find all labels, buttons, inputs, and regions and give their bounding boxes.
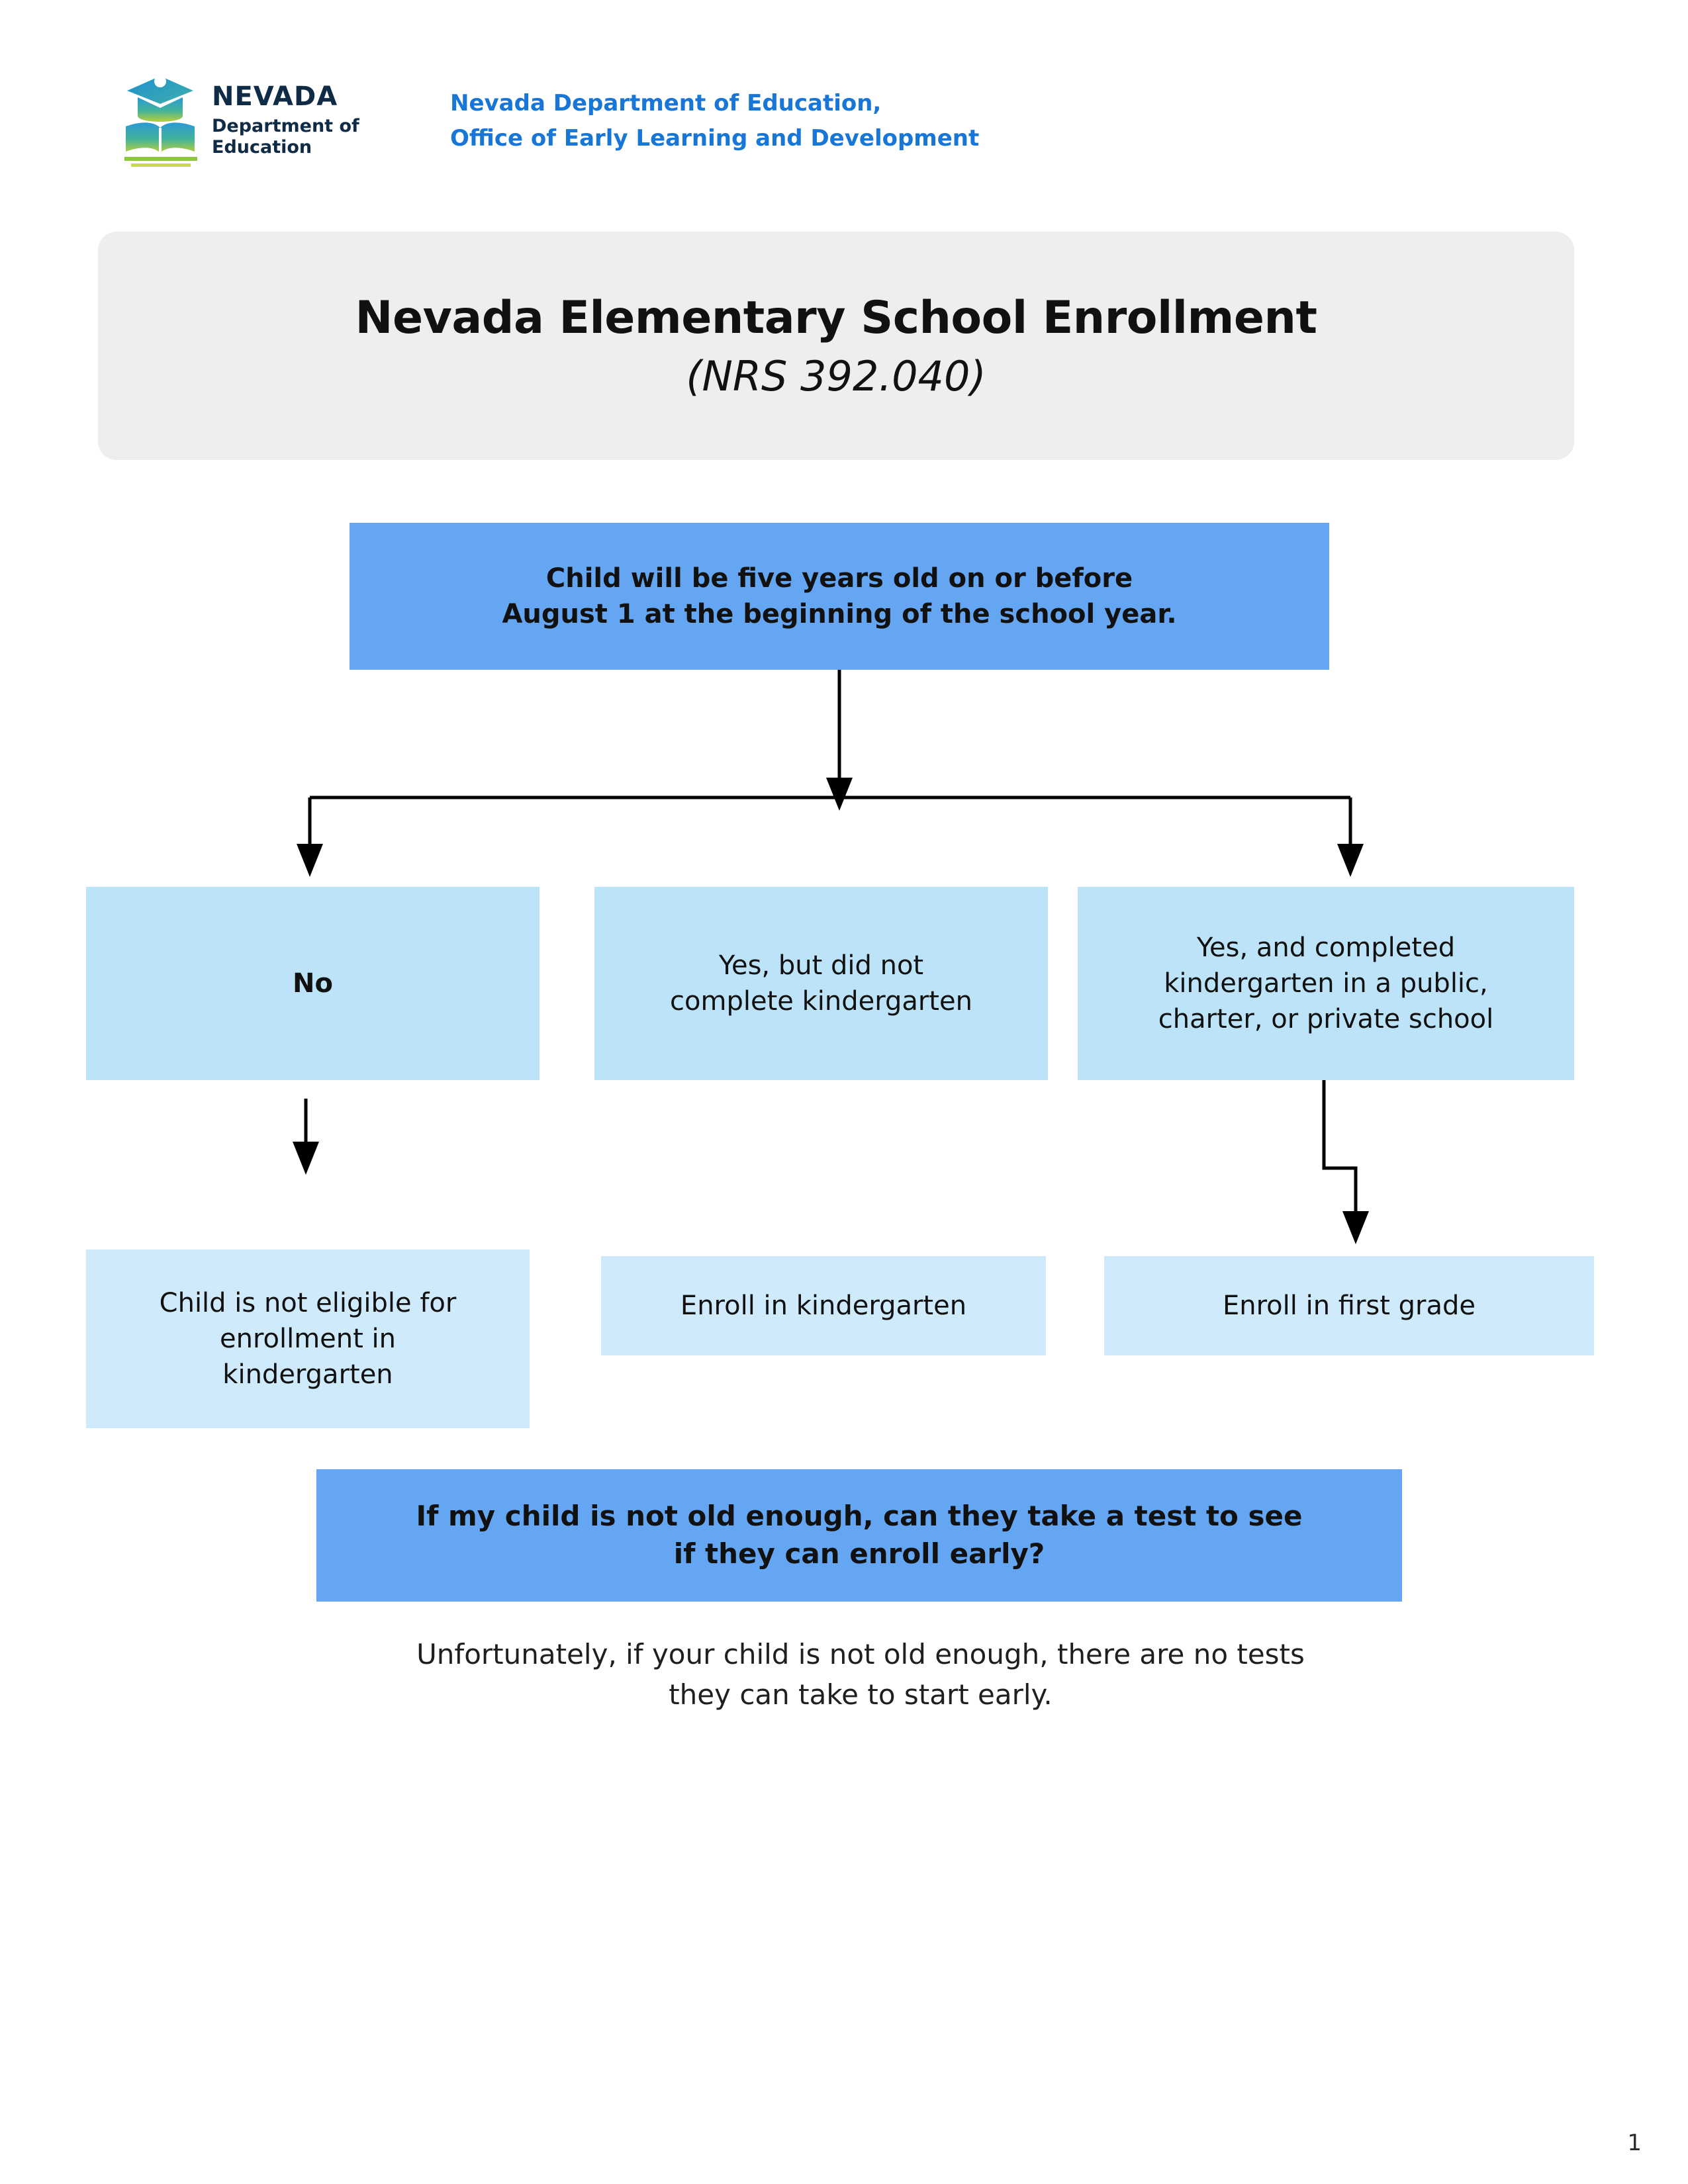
svg-text:Department of: Department of <box>212 116 359 136</box>
arrow-yes-completed-to-first-grade <box>1324 1080 1356 1231</box>
flow-box-question-early-enrollment <box>316 1469 1402 1602</box>
page-header <box>119 63 979 179</box>
page-number: 1 <box>1627 2130 1642 2156</box>
page-title: Nevada Elementary School Enrollment <box>355 291 1317 344</box>
nevada-department-of-education-logo <box>119 63 397 179</box>
flow-box-result-enroll-first-grade <box>1104 1256 1594 1355</box>
flow-box-option-yes-not-complete-line1: Yes, but did not <box>718 950 924 981</box>
flow-box-option-yes-not-complete <box>594 887 1048 1080</box>
title-panel <box>98 232 1574 460</box>
flow-box-result-not-eligible-line3: kindergarten <box>222 1359 393 1390</box>
flow-box-result-not-eligible-line2: enrollment in <box>219 1324 396 1354</box>
svg-text:NEVADA: NEVADA <box>212 81 338 112</box>
flow-box-option-no <box>86 887 539 1080</box>
svg-text:Education: Education <box>212 137 312 158</box>
flow-box-option-yes-completed-line2: kindergarten in a public, <box>1164 968 1488 999</box>
flow-box-age-criteria-line2: August 1 at the beginning of the school year. <box>502 599 1177 629</box>
agency-name <box>450 86 979 156</box>
flow-box-result-enroll-kindergarten <box>601 1256 1046 1355</box>
flow-box-age-criteria-line1: Child will be five years old on or before <box>545 563 1133 594</box>
flow-box-option-no-label: No <box>293 968 333 999</box>
flow-box-result-enroll-kindergarten-label: Enroll in kindergarten <box>680 1291 967 1321</box>
flow-box-option-yes-completed <box>1078 887 1574 1080</box>
flow-box-result-not-eligible <box>86 1250 530 1428</box>
answer-line-2: they can take to start early. <box>669 1678 1053 1711</box>
flow-box-option-yes-not-complete-line2: complete kindergarten <box>670 986 972 1017</box>
answer-line-1: Unfortunately, if your child is not old enough, there are no tests <box>416 1638 1305 1670</box>
answer-text <box>265 1635 1456 1715</box>
agency-line-2: Office of Early Learning and Development <box>450 124 980 152</box>
flow-box-result-enroll-first-grade-label: Enroll in first grade <box>1222 1291 1476 1321</box>
flow-box-option-yes-completed-line3: charter, or private school <box>1158 1004 1494 1034</box>
flow-box-option-yes-completed-line1: Yes, and completed <box>1196 933 1456 963</box>
question-line-1: If my child is not old enough, can they take a test to see <box>416 1500 1303 1533</box>
flow-box-result-not-eligible-line1: Child is not eligible for <box>159 1288 457 1318</box>
agency-line-1: Nevada Department of Education, <box>450 89 882 116</box>
page-subtitle: (NRS 392.040) <box>686 351 986 400</box>
question-line-2: if they can enroll early? <box>673 1537 1045 1570</box>
flow-box-age-criteria <box>350 523 1329 670</box>
